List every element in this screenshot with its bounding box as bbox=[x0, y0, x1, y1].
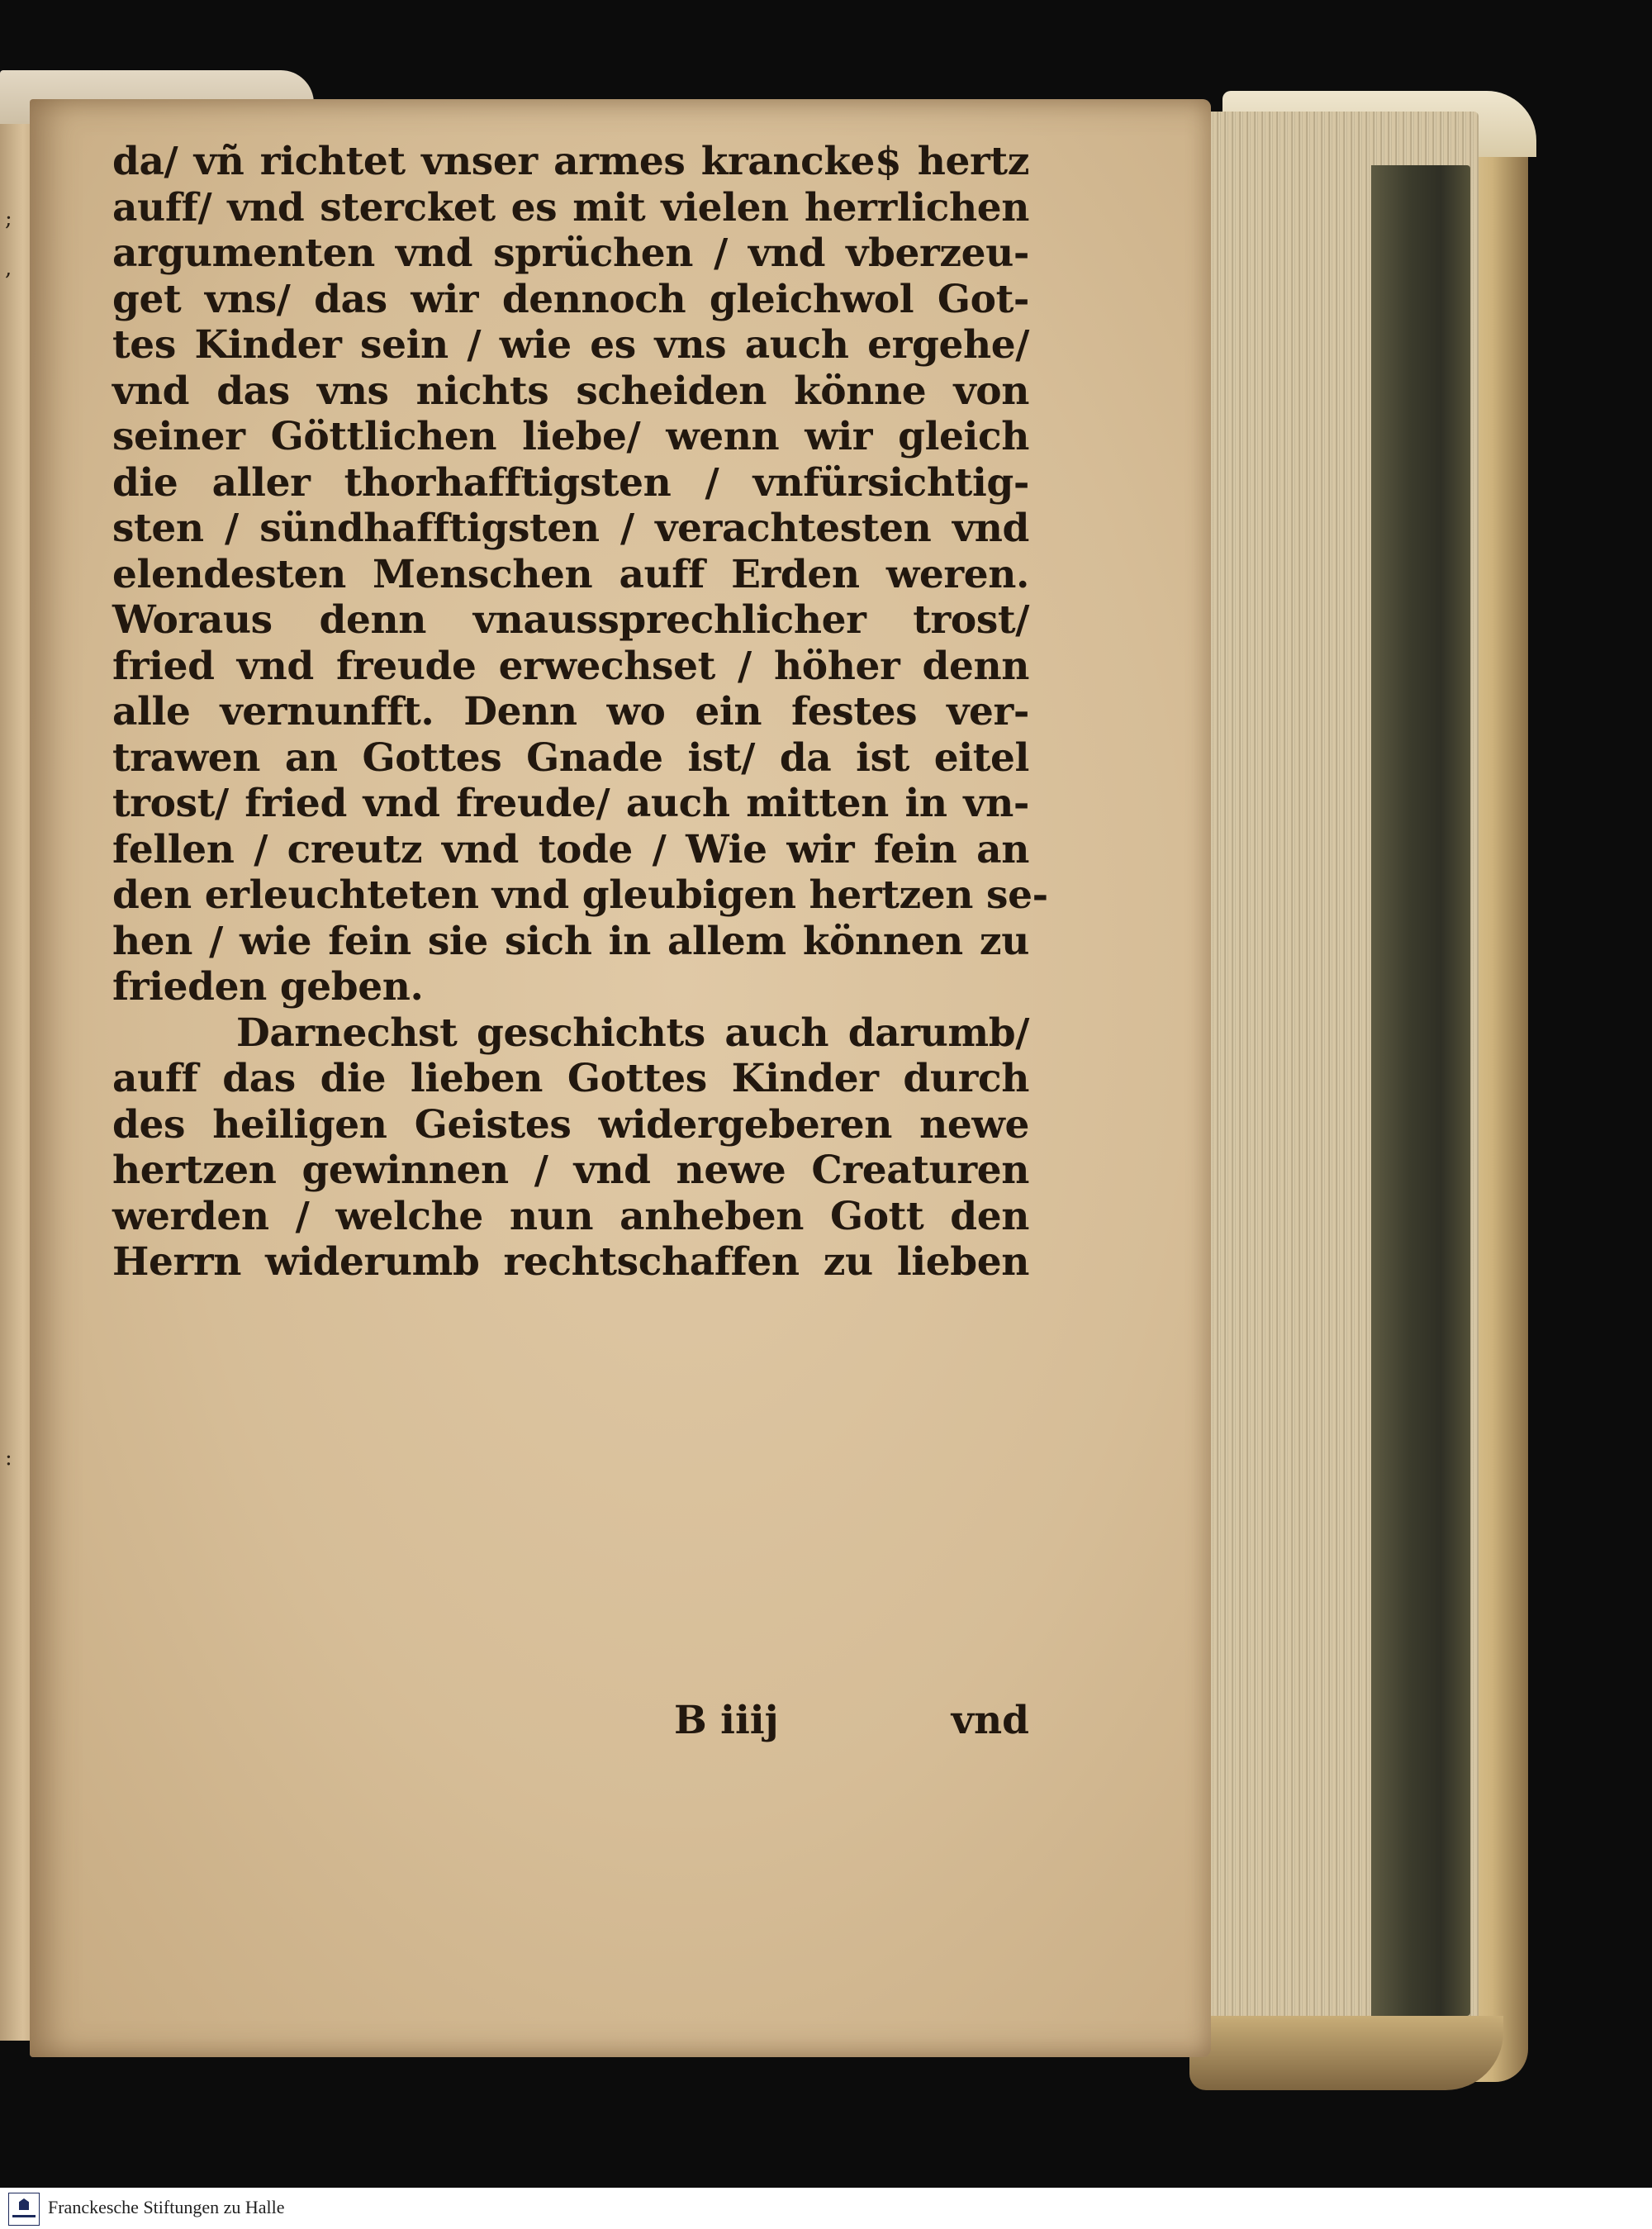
page-stack-shadow bbox=[1371, 165, 1470, 2016]
text-line: elendesten Menschen auff Erden weren. bbox=[112, 551, 1029, 597]
text-line: die aller thorhafftigsten / vnfürsichtig- bbox=[112, 459, 1029, 506]
binding-bottom bbox=[1189, 2016, 1503, 2090]
institution-logo-icon bbox=[8, 2193, 40, 2226]
institution-credit: Franckesche Stiftungen zu Halle bbox=[48, 2197, 285, 2217]
credit-strip bbox=[0, 2188, 1652, 2229]
text-line: Darnechst geschichts auch darumb/ bbox=[236, 1010, 1029, 1056]
text-line: vnd das vns nichts scheiden könne von bbox=[112, 368, 1029, 414]
text-line: fried vnd freude erwechset / höher denn bbox=[112, 643, 1029, 689]
text-line: alle vernunfft. Denn wo ein festes ver- bbox=[112, 689, 1029, 734]
book-page bbox=[30, 99, 1211, 2057]
signature-mark: B iiij bbox=[674, 1698, 779, 1743]
text-line: sten / sündhafftigsten / verachtesten vnd bbox=[112, 506, 1029, 551]
catchword: vnd bbox=[951, 1698, 1029, 1743]
text-line: seiner Göttlichen liebe/ wenn wir gleich bbox=[112, 414, 1029, 459]
text-line: trost/ fried vnd freude/ auch mitten in vn- bbox=[112, 781, 1029, 826]
text-line: auff/ vnd stercket es mit vielen herrlichen bbox=[112, 184, 1029, 231]
text-line: get vns/ das wir dennoch gleichwol Got- bbox=[112, 276, 1029, 322]
page-text bbox=[112, 139, 1048, 1286]
text-line: Herrn widerumb rechtschaffen zu lieben bbox=[112, 1239, 1029, 1285]
text-line: werden / welche nun anheben Gott den bbox=[112, 1193, 1029, 1239]
page-footer bbox=[112, 1698, 1029, 1747]
text-line: tes Kinder sein / wie es vns auch ergehe/ bbox=[112, 322, 1029, 368]
text-line: auff das die lieben Gottes Kinder durch bbox=[112, 1056, 1029, 1101]
text-line: frieden geben. bbox=[112, 964, 424, 1010]
previous-page-edge: ; , : bbox=[0, 124, 40, 2041]
text-line: den erleuchteten vnd gleubigen hertzen se- bbox=[112, 872, 1048, 918]
text-line: des heiligen Geistes widergeberen newe bbox=[112, 1101, 1029, 1148]
text-line: hertzen gewinnen / vnd newe Creaturen bbox=[112, 1148, 1029, 1193]
text-line: da/ vñ richtet vnser armes krancke$ hertz bbox=[112, 139, 1029, 184]
text-line: hen / wie fein sie sich in allem können zu bbox=[112, 918, 1029, 964]
text-line: fellen / creutz vnd tode / Wie wir fein an bbox=[112, 826, 1029, 872]
text-line: trawen an Gottes Gnade ist/ da ist eitel bbox=[112, 734, 1029, 781]
text-line: Woraus denn vnaussprechlicher trost/ bbox=[112, 597, 1029, 643]
text-line: argumenten vnd sprüchen / vnd vberzeu- bbox=[112, 231, 1029, 276]
